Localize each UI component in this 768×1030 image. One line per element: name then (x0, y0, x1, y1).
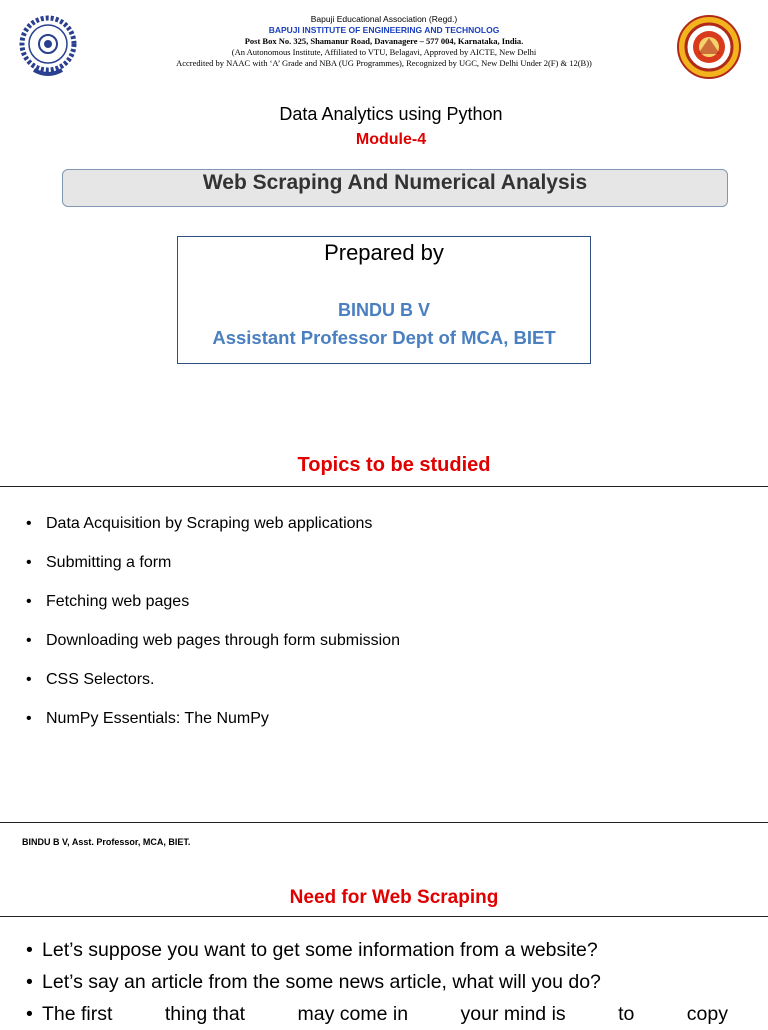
divider (0, 486, 768, 487)
institute-name: BAPUJI INSTITUTE OF ENGINEERING AND TECHNOLOG (268, 25, 500, 35)
list-item: • NumPy Essentials: The NumPy (24, 707, 404, 730)
partial-line (42, 998, 728, 1030)
list-item: • CSS Selectors. (24, 668, 404, 691)
author-name: BINDU B V (337, 300, 430, 320)
autonomy-line: (An Autonomous Institute, Affiliated to VTU, Belagavi, Approved by AICTE, New Delhi (231, 47, 537, 57)
list-item: • Downloading web pages through form submission (24, 629, 404, 652)
list-item: • Submitting a form (24, 551, 404, 574)
module-label: Module-4 (355, 131, 427, 148)
prepared-by-label: Prepared by (324, 240, 444, 265)
need-title: Need for Web Scraping (289, 887, 499, 908)
list-item (24, 998, 744, 1030)
word: copy (686, 1003, 728, 1025)
accreditation-line: Accredited by NAAC with ‘A’ Grade and NBA (UG Programmes), Recognized by UGC, New Delhi Under 2(F) & 12(B)) (176, 58, 592, 68)
word: may come in (297, 1003, 409, 1025)
topics-title: Topics to be studied (297, 454, 491, 476)
banner-title: Web Scraping And Numerical Analysis (202, 171, 588, 194)
list-item: • Fetching web pages (24, 590, 404, 613)
divider (0, 822, 768, 823)
association-line: Bapuji Educational Association (Regd.) (310, 14, 458, 24)
divider (0, 916, 768, 917)
list-item: • Data Acquisition by Scraping web applications (24, 512, 404, 535)
author-role: Assistant Professor Dept of MCA, BIET (212, 327, 556, 348)
institute-address: Post Box No. 325, Shamanur Road, Davanagere – 577 004, Karnataka, India. (244, 36, 524, 46)
word: thing that (164, 1003, 246, 1025)
topics-list (24, 512, 404, 746)
word: your mind is (460, 1003, 566, 1025)
course-title: Data Analytics using Python (279, 104, 503, 124)
footer-credit: BINDU B V, Asst. Professor, MCA, BIET. (22, 837, 191, 847)
mca-department-emblem-icon (676, 14, 742, 80)
word: to (618, 1003, 635, 1025)
word: • The first (42, 1003, 113, 1025)
list-item: • Let’s suppose you want to get some information from a website? (24, 934, 744, 966)
need-list (24, 934, 744, 1030)
list-item: • Let’s say an article from the some news article, what will you do? (24, 966, 744, 998)
